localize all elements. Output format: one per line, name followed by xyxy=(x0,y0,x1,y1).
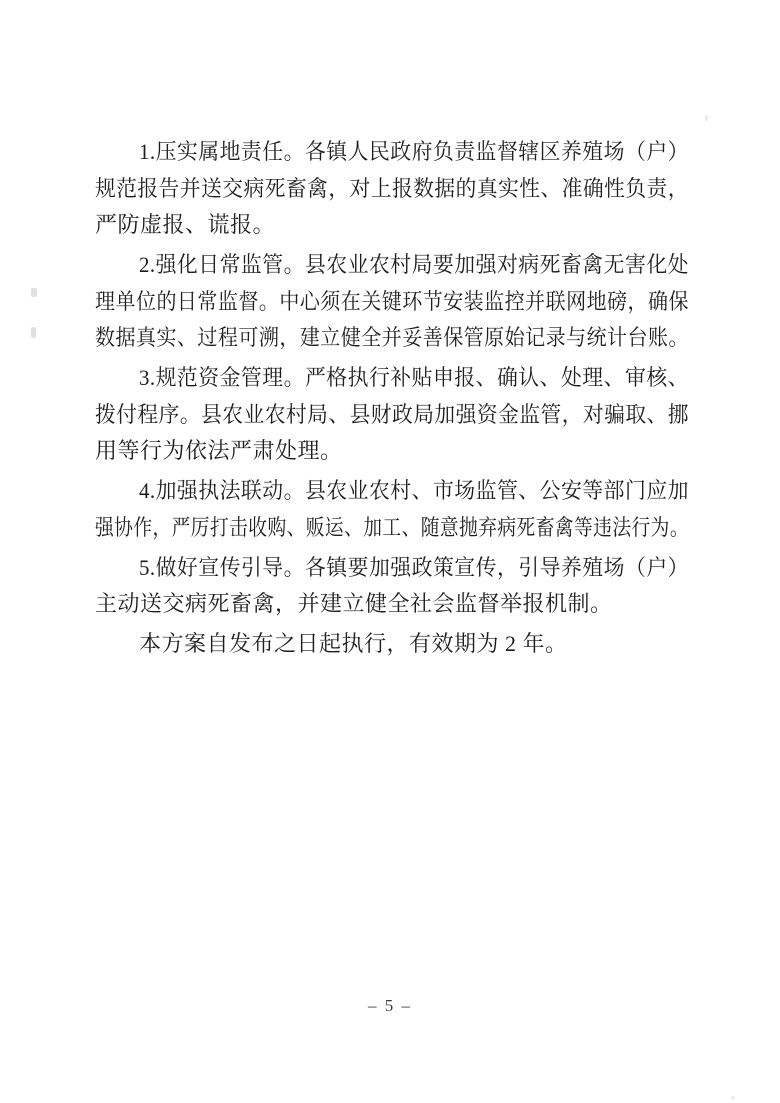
text-line xyxy=(95,247,689,284)
line-text: 数据真实、过程可溯，建立健全并妥善保管原始记录与统计台账。 xyxy=(95,325,689,350)
text-line xyxy=(95,586,689,623)
text-line xyxy=(95,397,689,434)
line-text: 理单位的日常监督。中心须在关键环节安装监控并联网地磅，确保 xyxy=(95,288,689,314)
paragraph-5 xyxy=(95,550,689,623)
line-text: 3.规范资金管理。严格执行补贴申报、确认、处理、审核、 xyxy=(139,365,689,390)
page-number-text: – 5 – xyxy=(368,996,412,1015)
document-body xyxy=(95,134,689,663)
line-text: 强协作，严厉打击收购、贩运、加工、随意抛弃病死畜禽等违法行为。 xyxy=(95,514,689,540)
scan-speck xyxy=(31,288,37,297)
text-line xyxy=(95,360,689,397)
scan-speck xyxy=(731,1096,735,1100)
text-line xyxy=(95,473,689,510)
scan-speck xyxy=(705,115,708,121)
line-text: 规范报告并送交病死畜禽，对上报数据的真实性、准确性负责， xyxy=(95,175,689,201)
text-line xyxy=(95,207,689,244)
text-line xyxy=(95,171,689,208)
text-line xyxy=(95,134,689,171)
paragraph-2 xyxy=(95,247,689,357)
text-line xyxy=(95,320,689,357)
line-text: 用等行为依法严肃处理。 xyxy=(95,438,343,463)
line-text: 1.压实属地责任。各镇人民政府负责监督辖区养殖场（户） xyxy=(139,139,689,164)
page-number xyxy=(0,996,780,1016)
line-text: 主动送交病死畜禽，并建立健全社会监督举报机制。 xyxy=(95,591,613,616)
text-line xyxy=(95,550,689,587)
line-text: 严防虚报、谎报。 xyxy=(95,212,276,237)
line-text: 4.加强执法联动。县农业农村、市场监管、公安等部门应加 xyxy=(139,478,689,503)
paragraph-3 xyxy=(95,360,689,470)
line-text: 5.做好宣传引导。各镇要加强政策宣传，引导养殖场（户） xyxy=(139,554,689,580)
line-text: 拨付程序。县农业农村局、县财政局加强资金监管，对骗取、挪 xyxy=(95,401,689,427)
line-text: 2.强化日常监管。县农业农村局要加强对病死畜禽无害化处 xyxy=(139,252,689,277)
text-line xyxy=(95,626,689,663)
paragraph-1 xyxy=(95,134,689,244)
scan-speck xyxy=(31,327,36,338)
paragraph-closing xyxy=(95,626,689,663)
line-text: 本方案自发布之日起执行，有效期为 2 年。 xyxy=(139,631,568,656)
text-line xyxy=(95,510,689,547)
text-line xyxy=(95,433,689,470)
text-line xyxy=(95,284,689,321)
paragraph-4 xyxy=(95,473,689,546)
